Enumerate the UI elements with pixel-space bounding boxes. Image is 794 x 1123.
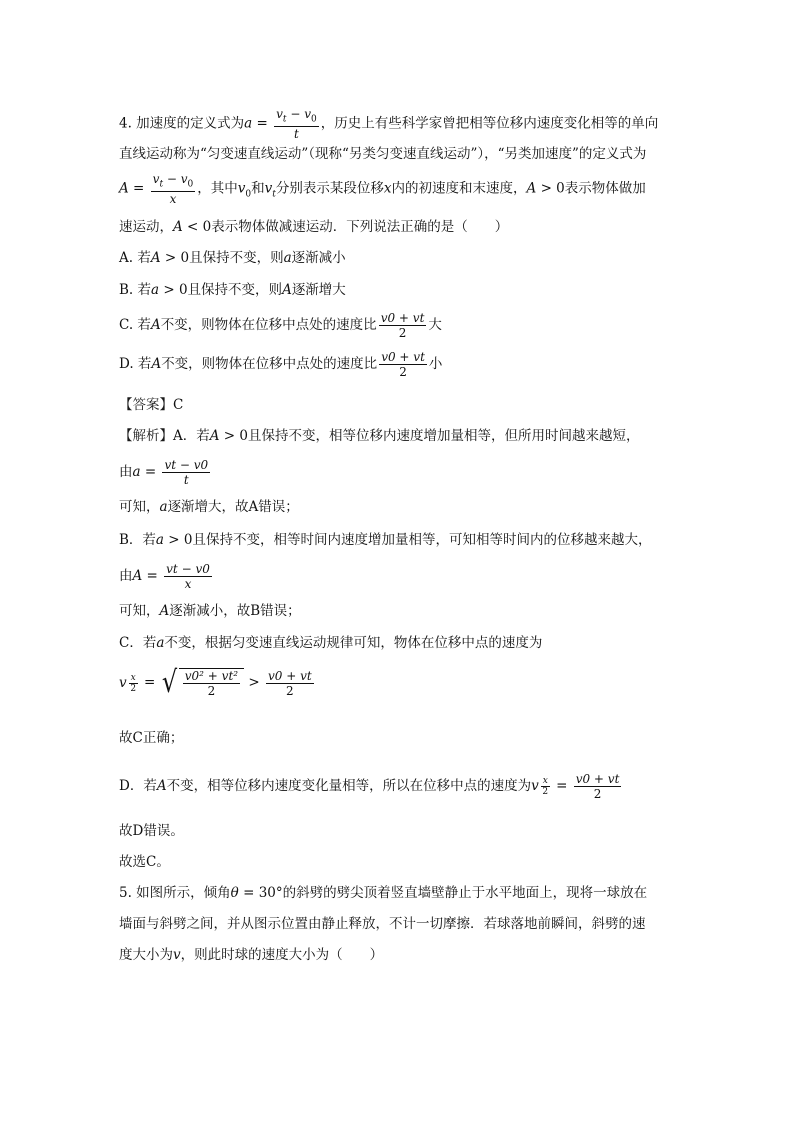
option-a: A. 若A > 0且保持不变，则a逐渐减小: [119, 250, 346, 266]
symbol-a: a: [244, 115, 253, 132]
analysis-conclusion: 故选C。: [119, 854, 170, 870]
q5-line-3: 度大小为v，则此时球的速度大小为（ ）: [119, 947, 384, 963]
symbol-A: A: [119, 180, 129, 197]
analysis-a-line-1: 【解析】A．若A > 0且保持不变，相等位移内速度增加量相等，但所用时间越来越短，: [119, 428, 640, 444]
analysis-c-line-3: 故C正确；: [119, 730, 184, 746]
analysis-c-line-1: C．若a不变，根据匀变速直线运动规律可知，物体在位移中点的速度为: [119, 635, 543, 651]
q4-line-4: 速运动，A < 0表示物体做减速运动．下列说法正确的是（ ）: [119, 219, 509, 235]
q4-line-3: A = $\frac{v_t - v_0}{x}$ ，其中$v_0$和$v_t$分别表示某段位移x内的初速度和末速度，A > 0表示物体做加: [119, 172, 646, 207]
analysis-d-line-2: 故D错误。: [119, 823, 184, 839]
answer-value: C: [173, 397, 184, 413]
analysis-label: 【解析】: [119, 428, 173, 444]
q4-text: ，历史上有些科学家曾把相等位移内速度变化相等的单向: [320, 115, 659, 132]
q5-line-1: 5. 如图所示，倾角θ = 30°的斜劈的劈尖顶着竖直墙壁静止于水平地面上，现将一球放在: [119, 885, 648, 901]
analysis-c-formula: v $\frac{x}{2}$ = √ $\frac{\text{v0² + vt²}}{2}$ > $\frac{v0 + vt}{2}$: [119, 665, 312, 700]
analysis-b-line-2: 由A = $\frac{vt - v0}{x}$: [119, 562, 210, 591]
answer-line: [119, 396, 183, 414]
avg-velocity-fraction: $\frac{v0 + vt}{2}$: [380, 311, 425, 340]
q4-line-1: [119, 107, 658, 141]
analysis-d-line-1: D．若A不变，相等位移内速度变化量相等，所以在位移中点的速度为v $\frac{x}{2}$ = $\frac{v0 + vt}{2}$: [119, 772, 620, 801]
option-c: C. 若A不变，则物体在位移中点处的速度比 $\frac{v0 + vt}{2}$ 大: [119, 311, 442, 340]
analysis-a-line-3: 可知，a逐渐增大，故A错误；: [119, 499, 299, 515]
q5-line-2: 墙面与斜劈之间，并从图示位置由静止释放，不计一切摩擦．若球落地前瞬间，斜劈的速: [119, 916, 646, 932]
accel-fraction: $\frac{v_t - v_0}{t}$: [276, 107, 317, 142]
avg-velocity-fraction: $\frac{v0 + vt}{2}$: [381, 350, 425, 379]
equals: =: [252, 115, 273, 132]
q4-line-2: 直线运动称为“匀变速直线运动”（现称“另类匀变速直线运动”），“另类加速度”的定义式为: [119, 146, 647, 162]
answer-label: 【答案】: [119, 397, 173, 413]
analysis-b-line-1: B．若a > 0且保持不变，相等时间内速度增加量相等，可知相等时间内的位移越来越大，: [119, 532, 652, 548]
q4-text: 4. 加速度的定义式为: [119, 115, 245, 132]
analysis-b-line-3: 可知，A逐渐减小，故B错误；: [119, 603, 301, 619]
option-d: D. 若A不变，则物体在位移中点处的速度比 $\frac{v0 + vt}{2}$ 小: [119, 350, 443, 379]
option-b: B. 若a > 0且保持不变，则A逐渐增大: [119, 282, 346, 298]
analysis-a-line-2: 由a = $\frac{vt - v0}{t}$: [119, 458, 209, 487]
square-root: √ $\frac{\text{v0² + vt²}}{2}$: [160, 668, 244, 698]
alt-accel-fraction: $\frac{v_t - v_0}{x}$: [152, 172, 194, 207]
